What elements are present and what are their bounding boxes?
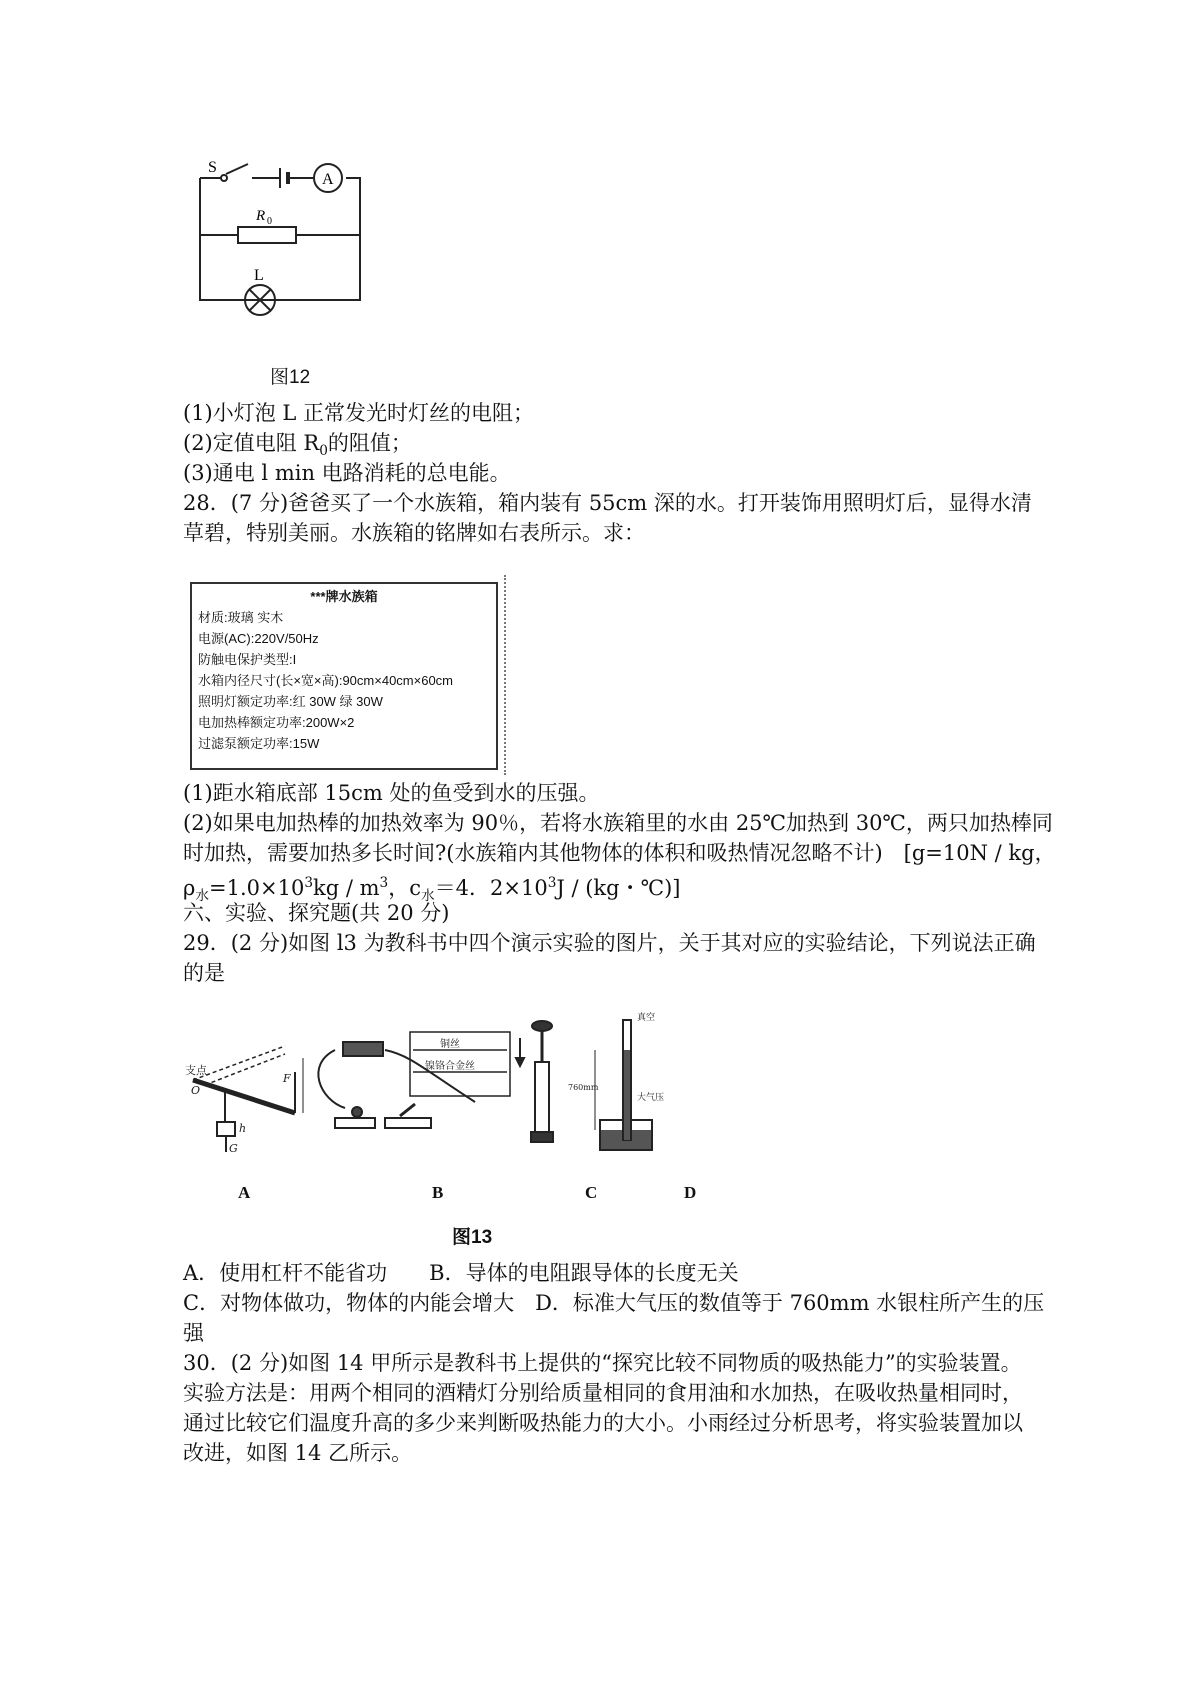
q27-item-2-text: (2)定值电阻 R	[183, 431, 320, 455]
aquarium-nameplate	[190, 582, 498, 770]
figure-13-letter-d: D	[684, 1183, 697, 1202]
copper-wire-label: 铜丝	[440, 1039, 460, 1050]
q28-stem-line1: 28．(7 分)爸爸买了一个水族箱，箱内装有 55cm 深的水。打开装饰用照明灯后，显得水清	[183, 491, 1032, 515]
height-h-label: h	[239, 1122, 247, 1135]
figure-13-letter-c: C	[585, 1183, 598, 1202]
experiment-c-air-compression	[516, 1021, 553, 1142]
vacuum-label: 真空	[637, 1013, 656, 1023]
experiment-a-lever	[185, 1046, 303, 1155]
nameplate-row: 电源(AC):220V/50Hz	[198, 631, 319, 646]
figure-13-letter-b: B	[432, 1183, 444, 1202]
c-sub: 水	[420, 888, 435, 905]
q28-item-2-line1: (2)如果电加热棒的加热效率为 90％，若将水族箱里的水由 25℃加热到 30℃，两只加热棒同	[183, 811, 1053, 835]
weight-g-label: G	[229, 1142, 238, 1155]
experiment-d-torricelli	[568, 1011, 664, 1150]
q29-options-ab: A．使用杠杆不能省功 B．导体的电阻跟导体的长度无关	[183, 1261, 739, 1285]
height-760-label: 760mm	[568, 1083, 599, 1092]
nameplate-row: 过滤泵额定功率:15W	[198, 736, 320, 751]
nameplate-row: 电加热棒额定功率:200W×2	[198, 715, 355, 730]
q29-stem-line1: 29．(2 分)如图 l3 为教科书中四个演示实验的图片，关于其对应的实验结论，下列说法正确	[183, 931, 1036, 955]
q28-stem-line2: 草碧，特别美丽。水族箱的铭牌如右表所示。求：	[183, 521, 645, 545]
q30-line2: 实验方法是：用两个相同的酒精灯分别给质量相同的食用油和水加热，在吸收热量相同时，	[183, 1381, 1023, 1405]
nameplate-row: 防触电保护类型:I	[198, 652, 297, 667]
q30-line4: 改进，如图 14 乙所示。	[183, 1441, 413, 1465]
force-f-label: F	[283, 1072, 291, 1085]
q30-line1: 30．(2 分)如图 14 甲所示是教科书上提供的“探究比较不同物质的吸热能力”的实验装置。	[183, 1351, 1022, 1375]
figure-12-circuit	[190, 160, 410, 340]
q27-item-3: (3)通电 l min 电路消耗的总电能。	[183, 461, 511, 485]
nameplate-row: 材质:玻璃 实木	[198, 610, 284, 625]
figure-12-caption: 图12	[270, 367, 311, 388]
q27-item-2-tail: 的阻值；	[327, 431, 412, 455]
nameplate-edge-divider	[504, 575, 506, 775]
q28-item-2-line2: 时加热，需要加热多长时间?(水族箱内其他物体的体积和吸热情况忽略不计) [g=10N / kg，	[183, 841, 1056, 865]
resistor-subscript: 0	[267, 216, 272, 227]
rho-value: =1.0×10	[209, 876, 305, 900]
q30-line3: 通过比较它们温度升高的多少来判断吸热能力的大小。小雨经过分析思考，将实验装置加以	[183, 1411, 1023, 1435]
ammeter-label: A	[322, 171, 334, 188]
c-unit: J / (kg・℃)]	[556, 876, 681, 900]
nameplate-title: ***牌水族箱	[310, 589, 378, 604]
figure-13-letter-a: A	[238, 1183, 251, 1202]
q27-item-2-sub: 0	[319, 443, 328, 460]
q29-options-cd: C．对物体做功，物体的内能会增大 D．标准大气压的数值等于 760mm 水银柱所产生的压	[183, 1291, 1045, 1315]
rho-exp: 3	[304, 875, 314, 891]
fulcrum-label: 支点	[185, 1064, 207, 1077]
switch-contact	[221, 175, 227, 181]
rho-unit-exp: 3	[379, 875, 389, 891]
resistor-label: R	[256, 208, 266, 224]
lamp-label: L	[254, 267, 264, 284]
point-o-label: O	[191, 1084, 201, 1097]
rho-symbol: ρ	[183, 876, 196, 900]
c-symbol: ，c	[388, 876, 421, 900]
switch-label: S	[208, 160, 217, 176]
q28-item-1: (1)距水箱底部 15cm 处的鱼受到水的压强。	[183, 781, 600, 805]
c-exp: 3	[547, 875, 557, 891]
atm-label: 大气压	[637, 1093, 665, 1103]
nichrome-wire-label: 镍铬合金丝	[425, 1061, 475, 1072]
nameplate-row: 水箱内径尺寸(长×宽×高):90cm×40cm×60cm	[198, 673, 454, 688]
experiment-b-resistance	[318, 1032, 510, 1128]
nameplate-row: 照明灯额定功率:红 30W 绿 30W	[198, 694, 383, 709]
rho-unit: kg / m	[313, 876, 380, 900]
figure-13-experiments	[185, 1010, 745, 1180]
rho-sub: 水	[195, 888, 210, 905]
q29-options-cd-cont: 强	[183, 1321, 204, 1345]
figure-13-caption: 图13	[452, 1227, 493, 1248]
c-value: ＝4．2×10	[434, 876, 548, 900]
section-6-heading: 六、实验、探究题(共 20 分)	[183, 901, 450, 925]
q27-item-1: (1)小灯泡 L 正常发光时灯丝的电阻；	[183, 401, 535, 425]
q29-stem-line2: 的是	[183, 961, 225, 985]
